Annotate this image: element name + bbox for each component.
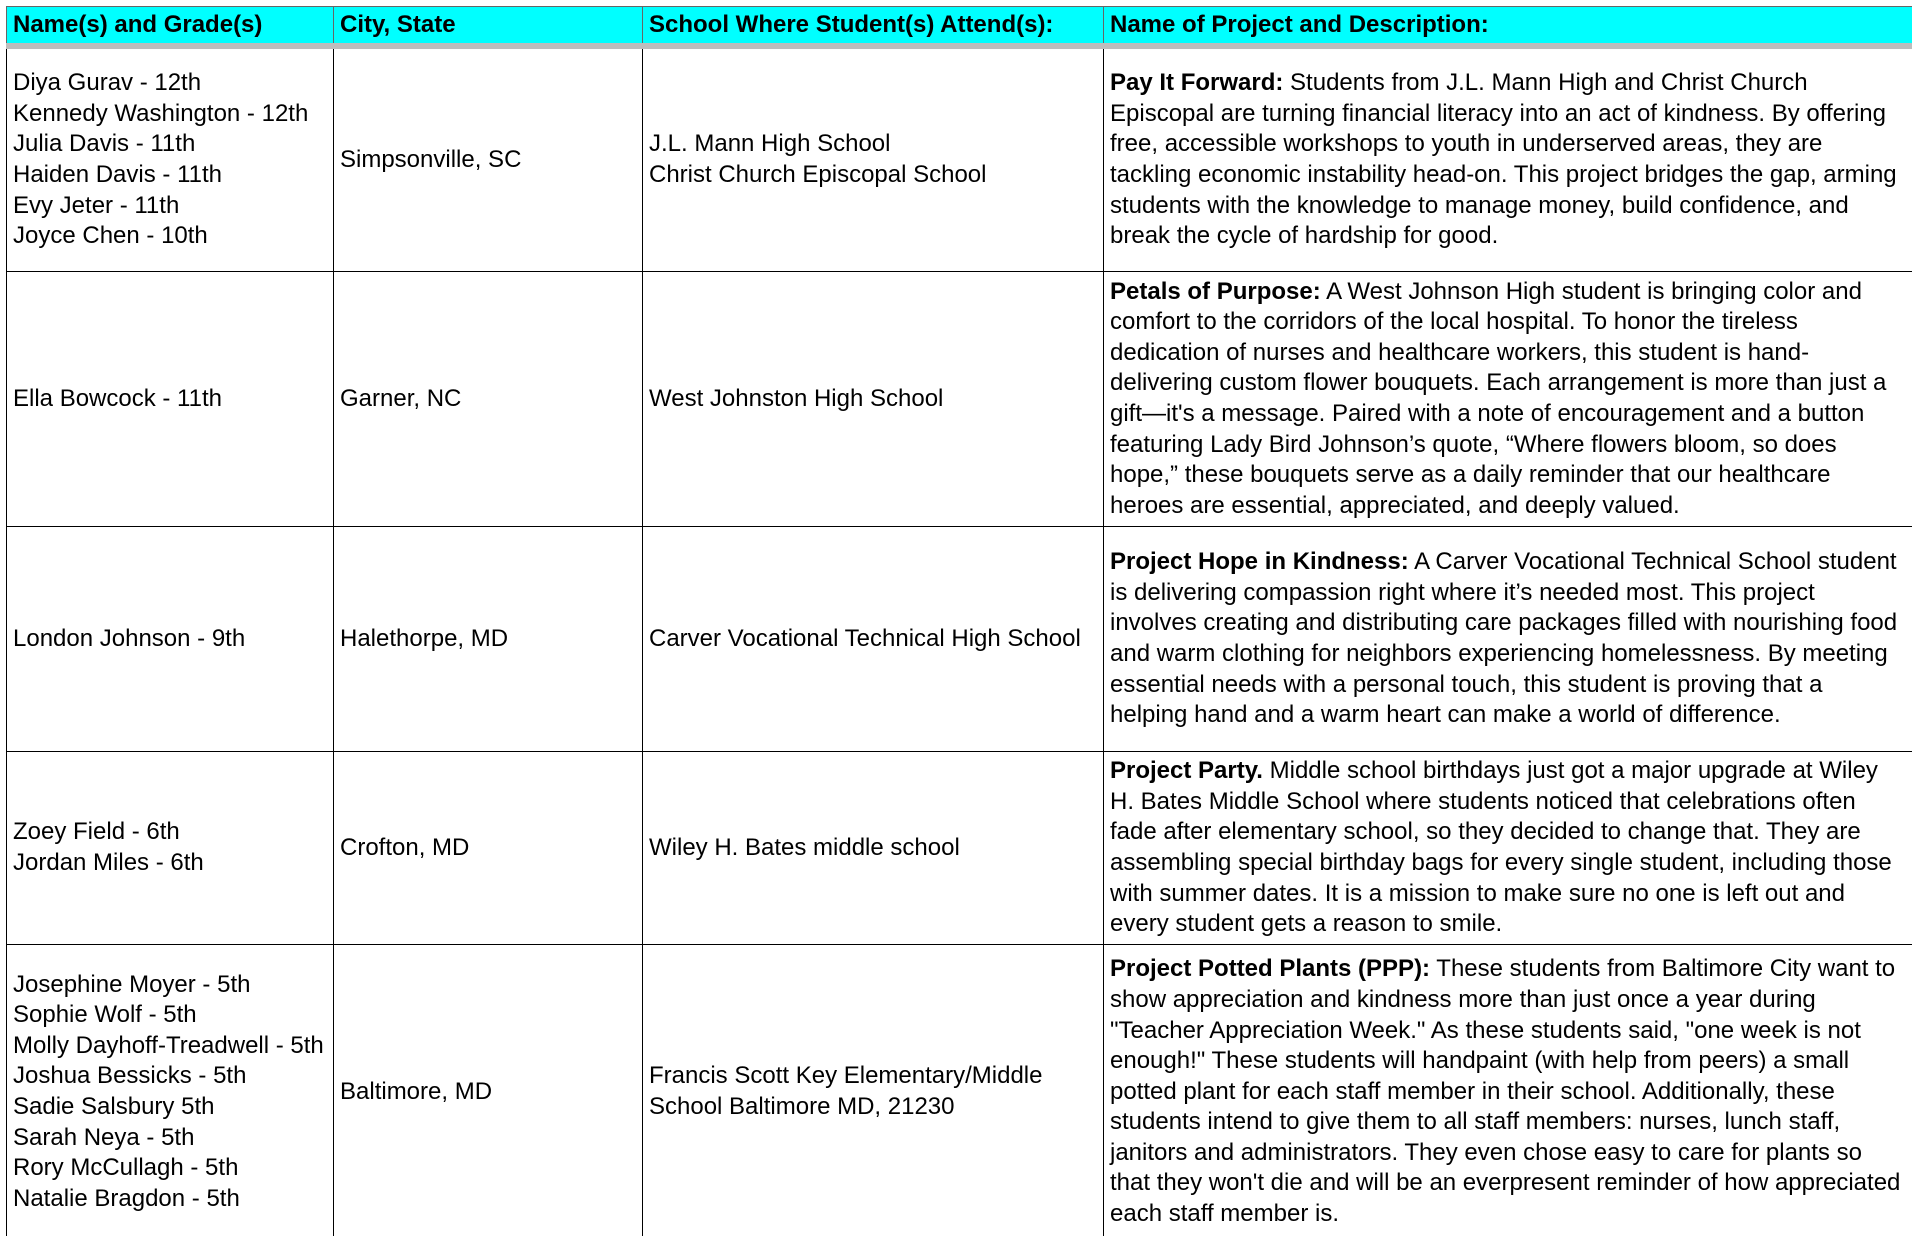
school-name: West Johnston High School (649, 384, 944, 412)
project-description: A West Johnson High student is bringing color and comfort to the corridors of the local hospital. To honor the tireless dedication of nurses and healthcare workers, this student is hand-delivering custom flower bouquets. Each arrangement is more than just a gift—it's a message. Paired with a note of encouragement and a button featuring Lady Bird Johnson’s quote, “Where flowers bloom, so does hope,” these bouquets serve as a daily reminder that our healthcare heroes are essential, appreciated, and deeply valued. (1110, 277, 1887, 519)
student-name: Zoey Field - 6th (13, 818, 180, 846)
table-row (7, 752, 1913, 945)
student-name: London Johnson - 9th (13, 624, 246, 652)
project-description: Students from J.L. Mann High and Christ Church Episcopal are turning financial literacy into an act of kindness. By offering free, accessible workshops to youth in underserved areas, they are tackling economic instability head-on. This project bridges the gap, arming students with the knowledge to manage money, build confidence, and break the cycle of hardship for good. (1110, 69, 1897, 250)
header-row (7, 7, 1913, 47)
cell-city[interactable]: Simpsonville, SC (334, 46, 643, 272)
cell-project[interactable] (1104, 752, 1913, 945)
project-title: Project Party. (1110, 757, 1263, 785)
student-name: Diya Gurav - 12th (13, 69, 202, 97)
header-names[interactable]: Name(s) and Grade(s) (7, 7, 334, 47)
project-description: A Carver Vocational Technical School student is delivering compassion right where it’s needed most. This project involves creating and distributing care packages filled with nourishing food and warm clothing for neighbors experiencing homelessness. By meeting essential needs with a personal touch, this student is proving that a helping hand and a warm heart can make a world of difference. (1110, 548, 1898, 729)
student-name: Sarah Neya - 5th (13, 1123, 195, 1151)
cell-project[interactable] (1104, 527, 1913, 752)
cell-school[interactable] (643, 527, 1104, 752)
cell-names[interactable] (7, 752, 334, 945)
table-row (7, 945, 1913, 1237)
student-name: Jordan Miles - 6th (13, 849, 204, 876)
student-name: Rory McCullagh - 5th (13, 1154, 239, 1182)
header-city[interactable]: City, State (334, 7, 643, 47)
cell-city[interactable]: Garner, NC (334, 272, 643, 527)
student-name: Ella Bowcock - 11th (13, 384, 222, 412)
student-name: Sophie Wolf - 5th (13, 1001, 197, 1029)
spreadsheet (6, 6, 1912, 1236)
cell-names[interactable] (7, 527, 334, 752)
cell-names[interactable] (7, 46, 334, 272)
cell-school[interactable] (643, 945, 1104, 1237)
student-name: Joyce Chen - 10th (13, 222, 208, 250)
project-title: Petals of Purpose: (1110, 277, 1321, 305)
table-row (7, 527, 1913, 752)
header-project[interactable]: Name of Project and Description: (1104, 7, 1913, 47)
project-title: Pay It Forward: (1110, 69, 1284, 97)
cell-city[interactable]: Halethorpe, MD (334, 527, 643, 752)
cell-project[interactable] (1104, 945, 1913, 1237)
cell-project[interactable] (1104, 46, 1913, 272)
student-name: Josephine Moyer - 5th (13, 970, 251, 998)
cell-school[interactable] (643, 752, 1104, 945)
cell-school[interactable] (643, 272, 1104, 527)
cell-city[interactable]: Baltimore, MD (334, 945, 643, 1237)
header-school[interactable]: School Where Student(s) Attend(s): (643, 7, 1104, 47)
student-name: Haiden Davis - 11th (13, 161, 222, 188)
project-title: Project Potted Plants (PPP): (1110, 955, 1431, 983)
student-name: Kennedy Washington - 12th (13, 99, 309, 127)
student-name: Molly Dayhoff-Treadwell - 5th (13, 1031, 324, 1059)
table-row (7, 272, 1913, 527)
school-name: Francis Scott Key Elementary/Middle School Baltimore MD, 21230 (649, 1062, 1043, 1120)
project-description: These students from Baltimore City want to show appreciation and kindness more than just once a year during "Teacher Appreciation Week." As these students said, "one week is not enough!" These students will handpaint (with help from peers) a small potted plant for each staff member in their school. Additionally, these students intend to give them to all staff members: nurses, lunch staff, janitors and administrators. They even chose easy to care for plants so that they won't die and will be an everpresent reminder of how appreciated each staff member is. (1110, 955, 1901, 1228)
student-name: Julia Davis - 11th (13, 130, 196, 158)
student-name: Joshua Bessicks - 5th (13, 1062, 247, 1090)
cell-names[interactable] (7, 945, 334, 1237)
school-name: Christ Church Episcopal School (649, 161, 987, 188)
project-description: Middle school birthdays just got a major upgrade at Wiley H. Bates Middle School where students noticed that celebrations often fade after elementary school, so they decided to change that. They are assembling special birthday bags for every single student, including those with summer dates. It is a mission to make sure no one is left out and every student gets a reason to smile. (1110, 757, 1892, 938)
cell-project[interactable] (1104, 272, 1913, 527)
cell-city[interactable]: Crofton, MD (334, 752, 643, 945)
project-title: Project Hope in Kindness: (1110, 548, 1409, 576)
student-name: Natalie Bragdon - 5th (13, 1184, 240, 1212)
table-row (7, 46, 1913, 272)
school-name: J.L. Mann High School (649, 130, 891, 158)
cell-names[interactable] (7, 272, 334, 527)
school-name: Wiley H. Bates middle school (649, 833, 960, 861)
student-name: Evy Jeter - 11th (13, 191, 180, 219)
projects-table (6, 6, 1912, 1236)
school-name: Carver Vocational Technical High School (649, 624, 1081, 652)
cell-school[interactable] (643, 46, 1104, 272)
student-name: Sadie Salsbury 5th (13, 1093, 215, 1120)
